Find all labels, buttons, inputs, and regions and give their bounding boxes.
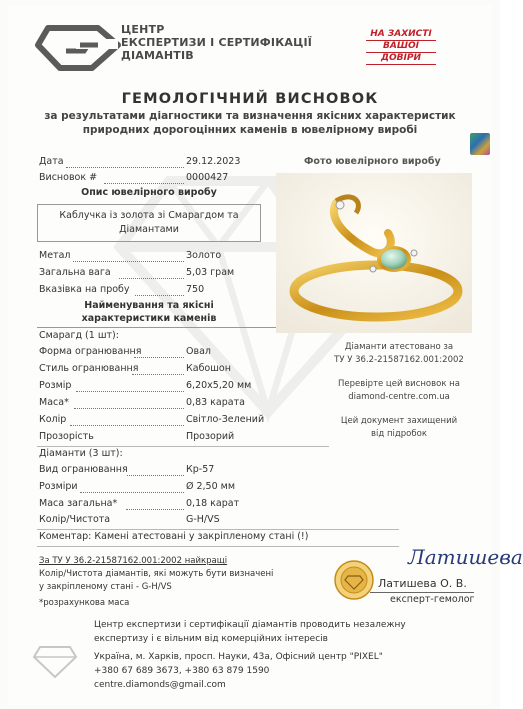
item-description-line2: Діамантами: [119, 224, 179, 235]
emerald-row-value: Овал: [186, 346, 211, 357]
diamond-row-value: Ø 2,50 мм: [186, 481, 236, 492]
slogan-line1: НА ЗАХИСТІ: [366, 29, 436, 41]
emerald-heading: Смарагд (1 шт):: [39, 330, 119, 341]
org-name-line1: ЦЕНТР: [121, 23, 165, 36]
diamond-row-value: Кр-57: [186, 464, 215, 475]
stones-heading-line2: характеристики каменів: [81, 313, 217, 324]
verify-line1: Перевірте цей висновок на: [338, 379, 460, 389]
footer-line3: Україна, м. Харків, просп. Науки, 43а, Офісний центр "PIXEL": [94, 652, 383, 662]
certified-line1: Діаманти атестовано за: [344, 342, 454, 352]
subtitle-line1: за результатами діагностики та визначення якісних характеристик: [44, 110, 456, 122]
footer-line4: +380 67 689 3673, +380 63 879 1590: [94, 666, 270, 676]
footer-line2: експертизу і є вільним від комерційних інтересів: [94, 634, 328, 644]
dotted-leader: [76, 391, 184, 392]
hallmark-value: 750: [186, 284, 205, 295]
photo-caption: Фото ювелірного виробу: [304, 156, 441, 167]
diamond-row-value: 0,18 карат: [186, 498, 240, 509]
dotted-leader: [119, 278, 184, 279]
dotted-leader: [127, 475, 184, 476]
dotted-leader: [135, 295, 184, 296]
dotted-leader: [80, 492, 184, 493]
verify-link[interactable]: diamond-centre.com.ua: [348, 392, 450, 402]
date-label: Дата: [39, 156, 64, 167]
page-title: ГЕМОЛОГІЧНИЙ ВИСНОВОК: [121, 91, 379, 107]
dotted-leader: [66, 167, 184, 168]
divider: [37, 529, 399, 530]
dotted-leader: [132, 374, 184, 375]
hologram-sticker: [470, 133, 490, 155]
stones-heading-line1: Найменування та якісні: [84, 300, 214, 311]
org-name-line3: ДІАМАНТІВ: [121, 49, 194, 62]
comment-text: Коментар: Камені атестовані у закріпленому стані (!): [39, 531, 309, 542]
slogan-line3: ДОВІРИ: [366, 53, 436, 65]
signature-handwriting: Латишева: [408, 545, 523, 569]
hallmark-label: Вказівка на пробу: [39, 284, 130, 295]
emerald-row-label: Маса*: [39, 397, 69, 408]
certified-line2: ТУ У 36.2-21587162.001:2002: [334, 355, 464, 365]
dotted-leader: [73, 261, 184, 262]
diamond-row-label: Вид огранювання: [39, 464, 128, 475]
footer-email[interactable]: centre.diamonds@gmail.com: [94, 680, 226, 690]
protected-line1: Цей документ захищений: [340, 416, 458, 426]
dotted-leader: [126, 509, 184, 510]
diamond-row-label: Маса загальна*: [39, 498, 118, 509]
emerald-row-value: Світло-Зелений: [186, 414, 265, 425]
certificate-sheet: [8, 5, 523, 705]
item-description-heading: Опис ювелірного виробу: [81, 187, 217, 198]
expert-role: експерт-гемолог: [390, 594, 475, 605]
diamond-row-label: Розміри: [39, 481, 78, 492]
ring-photo: [276, 173, 472, 333]
slogan-line2: ВАШОЇ: [366, 41, 436, 53]
dotted-leader: [74, 408, 184, 409]
weight-value: 5,03 грам: [186, 267, 235, 278]
emerald-row-value: Прозорий: [186, 431, 235, 442]
emerald-row-label: Форма огранювання: [39, 346, 142, 357]
diamonds-heading: Діаманти (3 шт):: [39, 448, 123, 459]
note-line2: Колір/Чистота діамантів, які можуть бути визначені: [39, 569, 274, 579]
note-line4: *розрахункова маса: [39, 598, 130, 608]
emerald-row-label: Стиль огранювання: [39, 363, 139, 374]
metal-label: Метал: [39, 250, 71, 261]
emerald-row-value: 0,83 карата: [186, 397, 245, 408]
footer-line1: Центр експертизи і сертифікації діамантів проводить незалежну: [94, 620, 406, 630]
metal-value: Золото: [186, 250, 222, 261]
weight-label: Загальна вага: [39, 267, 111, 278]
diamond-logo-icon: [36, 25, 120, 71]
slogan-badge: [366, 29, 436, 65]
note-line3: у закріпленому стані - G-H/VS: [39, 582, 172, 592]
item-description-line1: Каблучка із золота зі Смарагдом та: [59, 210, 239, 221]
number-value: 0000427: [186, 172, 229, 183]
diamond-outline-icon: [32, 645, 78, 679]
emerald-row-label: Колір: [39, 414, 67, 425]
diamond-row-value: G-H/VS: [186, 514, 220, 525]
signature-line: [370, 592, 474, 593]
number-label: Висновок #: [39, 172, 98, 183]
dotted-leader: [134, 357, 184, 358]
dotted-leader: [70, 425, 184, 426]
gold-seal-icon: [334, 560, 374, 600]
divider: [37, 446, 329, 447]
emerald-row-value: Кабошон: [186, 363, 231, 374]
dotted-leader: [104, 183, 184, 184]
org-name-line2: ЕКСПЕРТИЗИ І СЕРТИФІКАЦІЇ: [121, 36, 313, 49]
expert-name: Латишева О. В.: [378, 577, 467, 590]
emerald-row-value: 6,20x5,20 мм: [186, 380, 252, 391]
subtitle-line2: природних дорогоцінних каменів в ювелірному виробі: [82, 124, 418, 136]
emerald-row-label: Прозорість: [39, 431, 94, 442]
diamond-row-label: Колір/Чистота: [39, 514, 111, 525]
date-value: 29.12.2023: [186, 156, 241, 167]
divider: [37, 546, 399, 547]
protected-line2: від підробок: [371, 429, 427, 439]
note-line1: За ТУ У 36.2-21587162.001:2002 найкращі: [39, 556, 228, 566]
emerald-row-label: Розмір: [39, 380, 72, 391]
